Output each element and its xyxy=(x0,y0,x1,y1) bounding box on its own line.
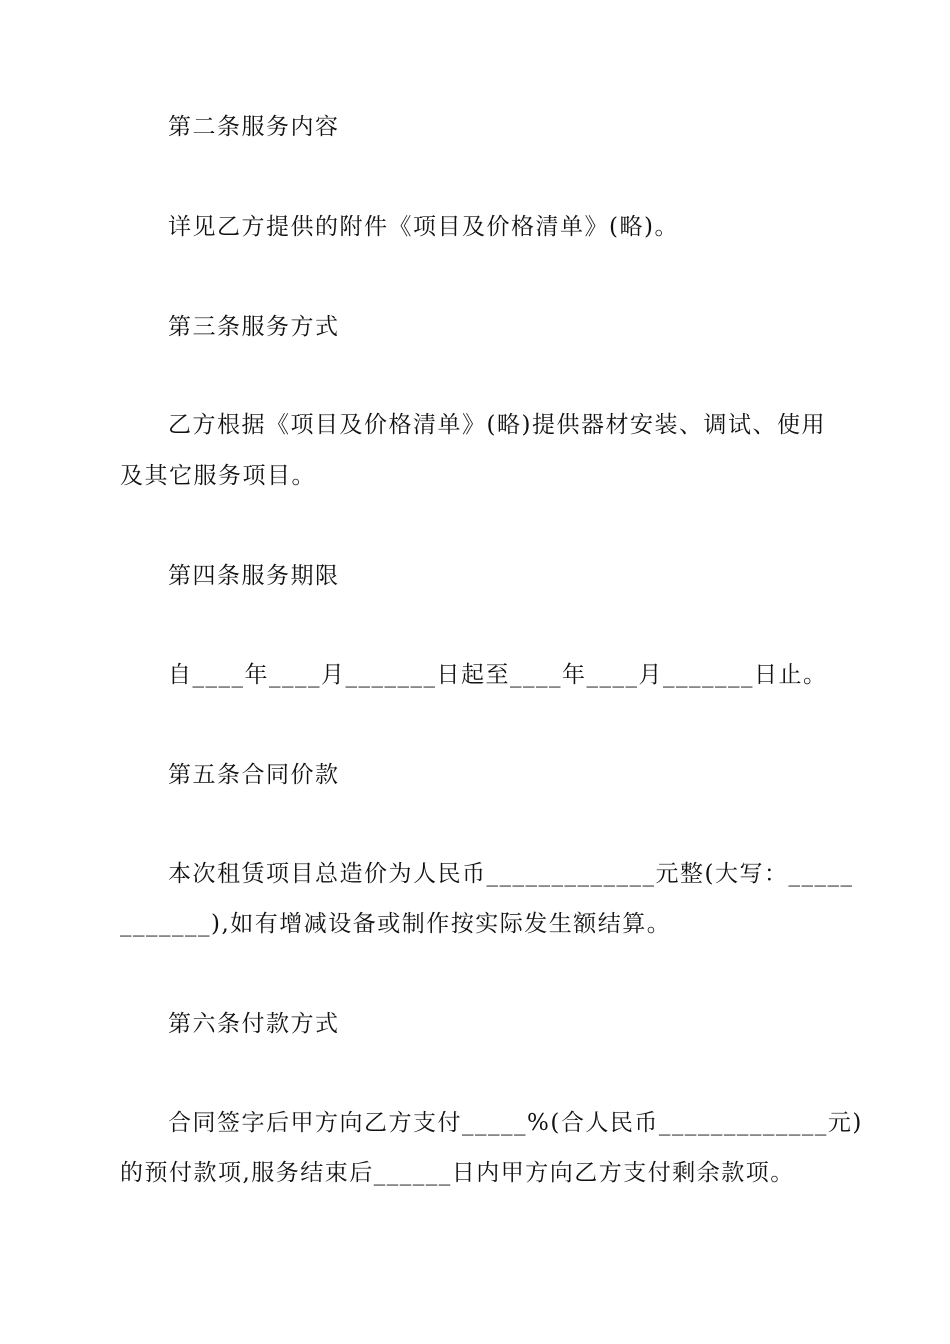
article3-body-line1: 乙方根据《项目及价格清单》(略)提供器材安装、调试、使用 xyxy=(168,412,826,438)
article3-heading: 第三条服务方式 xyxy=(168,314,340,340)
article5-body-line1: 本次租赁项目总造价为人民币_____________元整(大写：_____ xyxy=(168,861,854,887)
article4-heading: 第四条服务期限 xyxy=(168,563,340,589)
article3-body-line2: 及其它服务项目。 xyxy=(120,463,316,489)
article2-heading: 第二条服务内容 xyxy=(168,114,340,140)
article4-body: 自____年____月_______日起至____年____月_______日止。 xyxy=(168,662,828,688)
article5-heading: 第五条合同价款 xyxy=(168,762,340,788)
article6-heading: 第六条付款方式 xyxy=(168,1011,340,1037)
article6-body-line2: 的预付款项,服务结束后______日内甲方向乙方支付剩余款项。 xyxy=(120,1160,795,1186)
article5-body-line2: _______),如有增减设备或制作按实际发生额结算。 xyxy=(120,911,672,937)
article6-body-line1: 合同签字后甲方向乙方支付_____%(合人民币_____________元) xyxy=(168,1110,863,1136)
article2-body: 详见乙方提供的附件《项目及价格清单》(略)。 xyxy=(168,214,679,240)
